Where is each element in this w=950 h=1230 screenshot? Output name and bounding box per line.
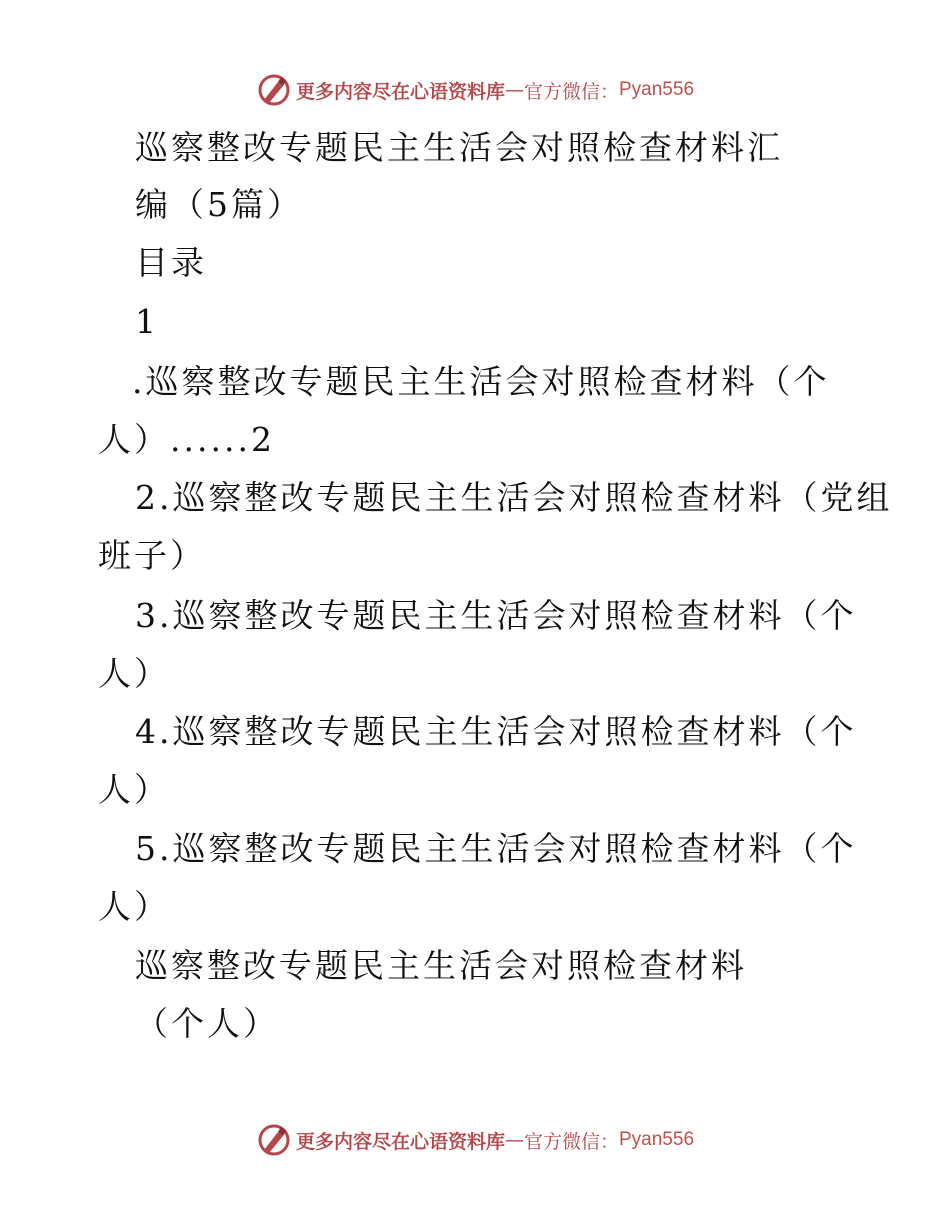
pen-logo-icon (256, 1122, 292, 1158)
banner-dash: — (504, 1129, 524, 1151)
toc-item-2-line1: 2.巡察整改专题民主生活会对照检查材料（党组 (135, 478, 893, 517)
toc-item-5-line1: 5.巡察整改专题民主生活会对照检查材料（个 (135, 829, 857, 868)
toc-item-1-line3: 人）......2 (98, 420, 275, 459)
toc-item-1-line2: .巡察整改专题民主生活会对照检查材料（个 (132, 362, 830, 401)
toc-heading: 目录 (135, 243, 207, 282)
banner-wechat-label: 官方微信： (523, 1130, 619, 1153)
header-banner (0, 70, 950, 110)
toc-item-5-line2: 人） (98, 887, 170, 926)
banner-slogan: 更多内容尽在心语资料库 (295, 1130, 505, 1153)
pen-logo-icon (256, 72, 292, 108)
banner-dash: — (504, 79, 524, 101)
toc-item-4-line1: 4.巡察整改专题民主生活会对照检查材料（个 (135, 712, 857, 751)
toc-item-2-line2: 班子） (98, 536, 206, 575)
document-title-line1: 巡察整改专题民主生活会对照检查材料汇 (135, 128, 783, 167)
banner-wechat-label: 官方微信： (523, 80, 619, 103)
toc-item-4-line2: 人） (98, 770, 170, 809)
banner-wechat-id: Pyan556 (619, 79, 695, 100)
toc-item-1-line1: 1 (135, 302, 159, 341)
section-title-line2: （个人） (135, 1004, 279, 1043)
toc-item-3-line1: 3.巡察整改专题民主生活会对照检查材料（个 (135, 596, 857, 635)
toc-item-3-line2: 人） (98, 654, 170, 693)
section-title-line1: 巡察整改专题民主生活会对照检查材料 (135, 946, 747, 985)
banner-wechat-id: Pyan556 (619, 1129, 695, 1150)
banner-slogan: 更多内容尽在心语资料库 (295, 80, 505, 103)
footer-banner (0, 1120, 950, 1160)
document-title-line2: 编（5篇） (135, 185, 303, 224)
